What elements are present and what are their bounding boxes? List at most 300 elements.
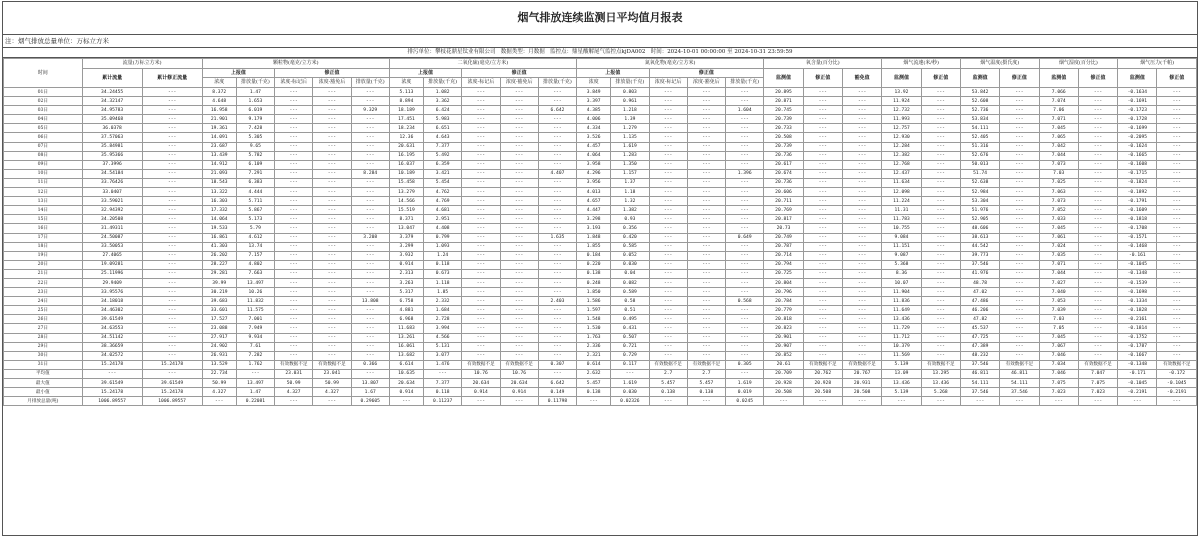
table-cell: --- [803, 115, 842, 124]
table-cell: 34.46302 [82, 306, 142, 315]
table-cell: 20.606 [764, 188, 803, 197]
table-cell: --- [921, 106, 960, 115]
table-cell: 5.79 [236, 224, 274, 233]
table-cell: --- [313, 269, 351, 278]
table-cell: --- [275, 106, 313, 115]
table-cell: --- [921, 133, 960, 142]
table-cell: 1.855 [577, 242, 611, 251]
table-cell: --- [1000, 215, 1039, 224]
table-cell: 52.984 [960, 188, 999, 197]
table-row [4, 215, 1197, 224]
table-cell: --- [462, 288, 500, 297]
table-cell: 9.329 [351, 106, 389, 115]
table-cell: 4.296 [577, 169, 611, 178]
table-cell: 3.077 [424, 351, 462, 360]
table-cell: 13.497 [236, 278, 274, 287]
table-cell: 4.457 [577, 142, 611, 151]
table-cell: 39.99 [202, 278, 236, 287]
table-cell: --- [803, 333, 842, 342]
table-cell: --- [1157, 306, 1197, 315]
col-so2-correct: 修正值 [462, 69, 577, 78]
table-cell: --- [726, 342, 764, 351]
table-cell: --- [842, 124, 881, 133]
table-cell: 0.799 [424, 233, 462, 242]
table-row [4, 315, 1197, 324]
table-cell: 24.50087 [82, 233, 142, 242]
table-cell: --- [649, 115, 687, 124]
col-pm-emit-corr: 排放量(千克) [351, 78, 389, 88]
table-cell: --- [726, 260, 764, 269]
table-cell: 8.284 [351, 169, 389, 178]
table-cell: --- [1078, 251, 1117, 260]
table-cell: --- [538, 224, 576, 233]
table-cell: --- [462, 124, 500, 133]
table-cell: 37.546 [1000, 388, 1039, 397]
table-row [4, 124, 1197, 133]
table-cell: 10.755 [882, 224, 921, 233]
table-cell: 20.711 [764, 197, 803, 206]
table-cell: 37.57063 [82, 133, 142, 142]
table-cell: 16.958 [202, 106, 236, 115]
unit-label: 排污单位：攀枝花鼎星钛业有限公司 [407, 49, 496, 55]
table-cell: --- [313, 215, 351, 224]
table-cell: 7.045 [1039, 124, 1078, 133]
table-cell: --- [538, 342, 576, 351]
table-cell: -0.1814 [1118, 324, 1157, 333]
table-row [4, 351, 1197, 360]
table-cell: --- [500, 215, 538, 224]
table-cell: --- [275, 242, 313, 251]
table-cell: --- [462, 88, 500, 97]
table-cell: --- [649, 251, 687, 260]
table-cell: --- [726, 315, 764, 324]
col-pm-conc-std: 浓度-标记后 [275, 78, 313, 88]
table-row [4, 224, 1197, 233]
row-label-cell: 27日 [4, 324, 83, 333]
table-cell: --- [921, 188, 960, 197]
table-cell: 41.976 [960, 269, 999, 278]
table-cell: --- [313, 288, 351, 297]
table-cell: --- [313, 197, 351, 206]
table-cell: --- [351, 124, 389, 133]
table-cell: --- [538, 115, 576, 124]
col-so2-report: 上报值 [389, 69, 461, 78]
table-cell: 0.585 [611, 242, 649, 251]
table-cell: --- [538, 333, 576, 342]
data-type-label: 数据类型：月数据 [500, 49, 545, 55]
row-label-cell: 24日 [4, 297, 83, 306]
table-cell: 2.951 [424, 215, 462, 224]
table-row [4, 142, 1197, 151]
table-cell: 15.519 [389, 206, 423, 215]
table-cell: --- [803, 197, 842, 206]
table-cell: 23.687 [202, 142, 236, 151]
table-cell: --- [803, 188, 842, 197]
table-cell: 7.023 [1039, 388, 1078, 397]
table-cell: --- [1157, 124, 1197, 133]
table-cell: --- [842, 278, 881, 287]
table-cell: --- [1157, 215, 1197, 224]
table-cell: --- [1078, 324, 1117, 333]
table-cell: 7.044 [1039, 151, 1078, 160]
table-cell: 7.061 [1039, 233, 1078, 242]
table-cell: 7.157 [236, 251, 274, 260]
table-cell: --- [1000, 297, 1039, 306]
table-cell: 5.454 [424, 178, 462, 187]
table-cell: 4.881 [389, 306, 423, 315]
table-cell: 3.193 [577, 224, 611, 233]
table-cell: 16.195 [389, 151, 423, 160]
table-cell: 41.303 [202, 242, 236, 251]
col-so2-conc-std: 浓度-标记后 [462, 78, 500, 88]
table-cell: --- [538, 142, 576, 151]
table-cell: --- [538, 324, 576, 333]
table-cell: --- [726, 242, 764, 251]
table-cell: --- [313, 115, 351, 124]
table-cell: --- [842, 151, 881, 160]
table-cell: --- [313, 151, 351, 160]
table-cell: --- [726, 142, 764, 151]
table-row [4, 288, 1197, 297]
table-cell: 27.917 [202, 333, 236, 342]
table-cell: 5.268 [921, 388, 960, 397]
table-cell: --- [275, 142, 313, 151]
table-cell: --- [1000, 288, 1039, 297]
table-cell: --- [726, 369, 764, 378]
table-cell: 1.118 [424, 278, 462, 287]
col-so2-emit: 排放量(千克) [424, 78, 462, 88]
table-cell: --- [1078, 233, 1117, 242]
table-cell: 20.784 [764, 297, 803, 306]
table-cell: --- [726, 251, 764, 260]
table-cell: --- [921, 224, 960, 233]
table-cell: --- [500, 333, 538, 342]
table-cell: --- [1078, 97, 1117, 106]
table-cell: 3.263 [389, 278, 423, 287]
table-cell: 52.736 [960, 106, 999, 115]
table-cell: --- [1078, 315, 1117, 324]
table-cell: 33.50053 [82, 242, 142, 251]
table-cell: --- [687, 288, 725, 297]
table-cell: 13.529 [202, 360, 236, 369]
table-cell: 5.983 [424, 115, 462, 124]
col-flow-cum: 累计流量 [82, 69, 142, 88]
table-cell: --- [142, 142, 202, 151]
table-cell: 7.03 [1039, 169, 1078, 178]
table-cell: --- [500, 151, 538, 160]
table-cell: --- [462, 324, 500, 333]
table-cell: -0.1892 [1118, 188, 1157, 197]
table-cell: --- [1000, 106, 1039, 115]
table-cell: --- [500, 242, 538, 251]
table-cell: 50.99 [275, 379, 313, 388]
table-cell: 0.914 [500, 388, 538, 397]
table-cell: --- [462, 224, 500, 233]
table-cell: --- [649, 169, 687, 178]
table-cell: -0.1045 [1157, 379, 1197, 388]
table-cell: --- [351, 278, 389, 287]
table-cell: 20.725 [764, 269, 803, 278]
table-cell: --- [462, 260, 500, 269]
row-label-cell: 18日 [4, 242, 83, 251]
table-cell: --- [500, 188, 538, 197]
table-cell: --- [313, 206, 351, 215]
table-cell: --- [500, 297, 538, 306]
table-cell: 7.023 [1078, 388, 1117, 397]
table-cell: --- [1157, 269, 1197, 278]
table-row [4, 115, 1197, 124]
table-cell: --- [462, 251, 500, 260]
table-cell: 54.111 [960, 124, 999, 133]
table-cell: 7.03 [1039, 315, 1078, 324]
table-cell: --- [921, 333, 960, 342]
table-cell: 5.317 [389, 288, 423, 297]
table-cell: --- [687, 233, 725, 242]
table-cell: 7.071 [1039, 115, 1078, 124]
table-cell: -0.1609 [1118, 206, 1157, 215]
table-cell: --- [803, 288, 842, 297]
table-cell: 53.834 [960, 115, 999, 124]
table-cell: --- [1157, 351, 1197, 360]
table-cell: 0.366 [351, 360, 389, 369]
table-cell: 1.093 [424, 242, 462, 251]
table-cell: --- [313, 251, 351, 260]
table-cell: 13.436 [882, 379, 921, 388]
table-cell: --- [351, 97, 389, 106]
table-cell: 5.457 [649, 379, 687, 388]
table-cell: --- [351, 269, 389, 278]
table-cell: --- [687, 333, 725, 342]
table-cell: 7.071 [1039, 260, 1078, 269]
table-cell: 0.803 [611, 88, 649, 97]
table-cell: 0.356 [611, 224, 649, 233]
table-cell: 1.157 [611, 169, 649, 178]
table-cell: 0.030 [611, 388, 649, 397]
table-cell: 48.78 [960, 278, 999, 287]
table-cell: 7.282 [236, 351, 274, 360]
table-cell: 20.739 [764, 115, 803, 124]
table-cell: 5.131 [424, 342, 462, 351]
table-cell: 4.408 [424, 224, 462, 233]
table-cell: --- [921, 288, 960, 297]
table-cell: --- [313, 297, 351, 306]
table-cell: --- [351, 188, 389, 197]
table-cell: 0.29605 [351, 397, 389, 406]
table-row [4, 97, 1197, 106]
table-cell: --- [726, 306, 764, 315]
table-cell: 7.063 [1039, 188, 1078, 197]
table-cell: --- [1157, 160, 1197, 169]
table-cell: -0.1824 [1118, 178, 1157, 187]
table-cell: 20.818 [764, 315, 803, 324]
table-row [4, 324, 1197, 333]
table-row [4, 251, 1197, 260]
table-cell: 0.93 [611, 215, 649, 224]
table-cell: --- [1078, 197, 1117, 206]
table-cell: --- [500, 397, 538, 406]
table-cell: --- [142, 342, 202, 351]
table-cell: 11.904 [882, 288, 921, 297]
table-cell: 34.32147 [82, 97, 142, 106]
table-cell: 1.39 [611, 115, 649, 124]
table-cell: --- [500, 142, 538, 151]
table-cell: -0.1667 [1118, 351, 1157, 360]
table-cell: --- [803, 215, 842, 224]
table-cell: 29.281 [202, 269, 236, 278]
table-cell: 12.732 [882, 106, 921, 115]
table-cell: 13.279 [389, 188, 423, 197]
table-cell: 3.298 [577, 215, 611, 224]
table-cell: --- [351, 351, 389, 360]
table-cell: 4.407 [538, 169, 576, 178]
table-cell: --- [1078, 151, 1117, 160]
table-cell: --- [500, 288, 538, 297]
table-cell: 13.682 [389, 351, 423, 360]
row-label-cell: 最小值 [4, 388, 83, 397]
table-cell: 53.842 [960, 88, 999, 97]
table-cell: --- [313, 97, 351, 106]
table-cell: --- [142, 215, 202, 224]
table-cell: 有效数据不足 [803, 360, 842, 369]
table-cell: 4.447 [577, 206, 611, 215]
table-cell: --- [538, 369, 576, 378]
table-cell: --- [462, 215, 500, 224]
table-cell: -0.1708 [1118, 224, 1157, 233]
table-cell: --- [649, 215, 687, 224]
table-cell: 15.24178 [142, 388, 202, 397]
table-cell: 8.894 [389, 97, 423, 106]
table-cell: --- [538, 288, 576, 297]
table-cell: --- [275, 251, 313, 260]
table-cell: --- [726, 124, 764, 133]
col-group-so2: 二氧化硫(毫克/立方米) [389, 59, 576, 69]
table-cell: 25.11996 [82, 269, 142, 278]
table-cell: 2.313 [389, 269, 423, 278]
table-cell: -0.1723 [1118, 106, 1157, 115]
table-cell: 1.382 [611, 206, 649, 215]
table-cell: 7.074 [1039, 97, 1078, 106]
table-cell: --- [842, 97, 881, 106]
table-cell: --- [1118, 397, 1157, 406]
table-cell: 13.322 [202, 188, 236, 197]
table-cell: --- [351, 151, 389, 160]
table-cell: 0.721 [611, 342, 649, 351]
col-so2-emit-corr: 排放量(千克) [538, 78, 576, 88]
table-cell: 1.32 [611, 197, 649, 206]
table-cell: 4.643 [424, 133, 462, 142]
table-cell: 8.36 [882, 269, 921, 278]
row-label-cell: 02日 [4, 97, 83, 106]
table-cell: --- [275, 88, 313, 97]
table-cell: 34.95783 [82, 106, 142, 115]
table-cell: --- [842, 242, 881, 251]
table-cell: --- [687, 315, 725, 324]
table-cell: 31.49311 [82, 224, 142, 233]
table-cell: --- [649, 133, 687, 142]
table-cell: 11.151 [882, 242, 921, 251]
table-row [4, 297, 1197, 306]
table-cell: 4.064 [577, 151, 611, 160]
table-row [4, 360, 1197, 369]
table-row [4, 151, 1197, 160]
table-cell: --- [1157, 251, 1197, 260]
table-cell: 1.396 [726, 169, 764, 178]
table-cell: --- [351, 251, 389, 260]
table-cell: --- [500, 115, 538, 124]
table-cell: --- [313, 142, 351, 151]
table-cell: 0.117 [611, 360, 649, 369]
table-cell: 20.817 [764, 215, 803, 224]
table-cell: 20.736 [764, 178, 803, 187]
table-cell: --- [842, 260, 881, 269]
table-cell: 有效数据不足 [313, 360, 351, 369]
table-cell: 48.606 [960, 224, 999, 233]
table-cell: --- [1000, 242, 1039, 251]
table-cell: --- [803, 251, 842, 260]
table-cell: 6.424 [424, 106, 462, 115]
col-so2-conc-exempt: 浓度-豁免后 [500, 78, 538, 88]
table-cell: 0.420 [611, 233, 649, 242]
table-cell: --- [687, 242, 725, 251]
table-cell: 有效数据不足 [500, 360, 538, 369]
table-cell: --- [842, 397, 881, 406]
table-cell: --- [1078, 224, 1117, 233]
table-cell: 1.37 [611, 178, 649, 187]
table-cell: 3.299 [389, 242, 423, 251]
table-cell: --- [500, 88, 538, 97]
table-cell: -0.1752 [1118, 333, 1157, 342]
table-cell: --- [538, 242, 576, 251]
table-cell: 47.486 [960, 297, 999, 306]
table-cell: 0.11798 [538, 397, 576, 406]
table-cell: --- [462, 188, 500, 197]
table-cell: 10.379 [882, 342, 921, 351]
table-cell: --- [1078, 178, 1117, 187]
table-cell: --- [1157, 224, 1197, 233]
table-cell: --- [1000, 160, 1039, 169]
table-cell: --- [500, 260, 538, 269]
table-cell: --- [1078, 297, 1117, 306]
table-cell: --- [687, 224, 725, 233]
table-cell: 1.604 [726, 106, 764, 115]
table-cell: --- [462, 351, 500, 360]
table-cell: --- [1078, 106, 1117, 115]
table-cell: -0.1787 [1118, 342, 1157, 351]
table-cell: --- [921, 169, 960, 178]
table-cell: --- [842, 306, 881, 315]
table-cell: --- [842, 269, 881, 278]
table-cell: --- [649, 397, 687, 406]
table-cell: --- [842, 251, 881, 260]
table-cell: 0.51 [611, 306, 649, 315]
table-cell: 12.098 [882, 188, 921, 197]
table-cell: --- [842, 115, 881, 124]
table-cell: 47.02 [960, 288, 999, 297]
table-cell: --- [687, 188, 725, 197]
table-cell: 7.949 [236, 324, 274, 333]
table-cell: 24.902 [202, 342, 236, 351]
table-cell: --- [726, 178, 764, 187]
table-cell: 9.179 [236, 115, 274, 124]
table-cell: 7.075 [1078, 379, 1117, 388]
table-cell: --- [351, 306, 389, 315]
table-row [4, 206, 1197, 215]
col-so2-conc: 浓度 [389, 78, 423, 88]
table-cell: 52.905 [960, 215, 999, 224]
table-cell: 44.542 [960, 242, 999, 251]
table-cell: 20.796 [764, 288, 803, 297]
table-cell: --- [1000, 278, 1039, 287]
